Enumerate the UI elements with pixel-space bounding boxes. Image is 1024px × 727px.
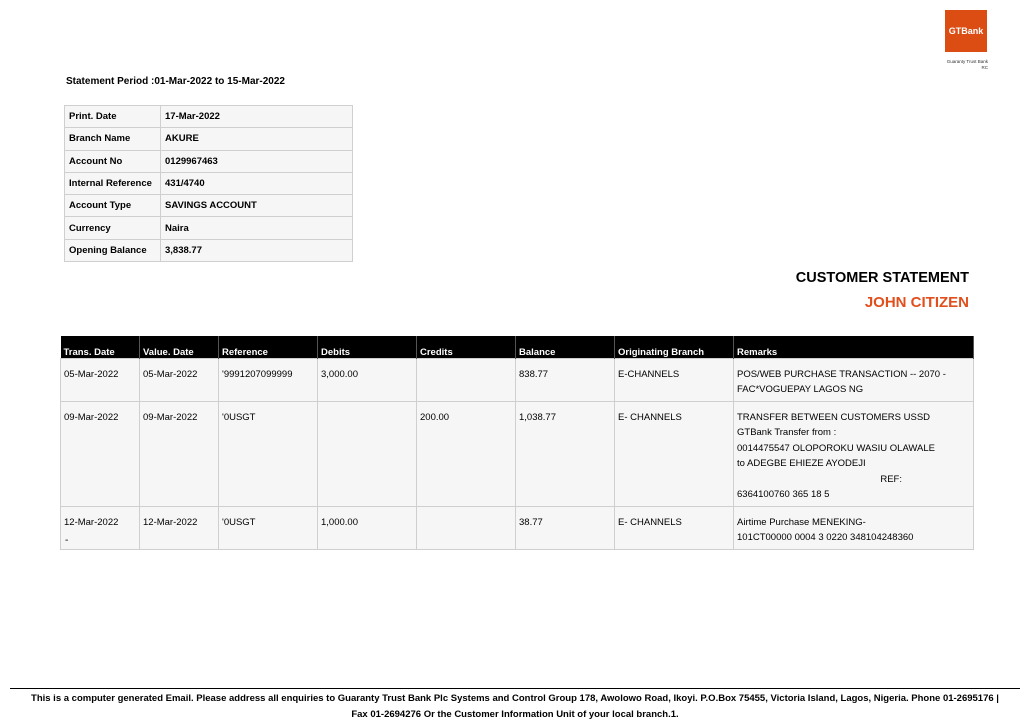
column-header: Credits: [417, 336, 516, 358]
credit-cell: [417, 506, 516, 549]
column-header: Trans. Date: [61, 336, 140, 358]
info-label: Account Type: [65, 195, 161, 217]
transactions-table: [60, 336, 974, 550]
originating-branch-cell: E- CHANNELS: [615, 506, 734, 549]
info-label: Internal Reference: [65, 172, 161, 194]
remarks-line: POS/WEB PURCHASE TRANSACTION -- 2070 -: [737, 368, 946, 380]
remarks-line: 6364100760 365 18 5: [737, 489, 830, 500]
info-row: [65, 172, 353, 194]
originating-branch-cell: E- CHANNELS: [615, 401, 734, 506]
column-header: Remarks: [734, 336, 974, 358]
reference-cell: '0USGT: [219, 506, 318, 549]
column-header: Balance: [516, 336, 615, 358]
info-value: SAVINGS ACCOUNT: [161, 195, 353, 217]
info-value: 3,838.77: [161, 239, 353, 261]
remarks-line: 0014475547 OLOPOROKU WASIU OLAWALE: [737, 442, 936, 454]
end-marker: -: [65, 535, 69, 546]
info-row: [65, 239, 353, 261]
info-label: Currency: [65, 217, 161, 239]
account-info-table: [64, 105, 353, 262]
info-row: [65, 128, 353, 150]
logo-mark: GTBank: [945, 10, 987, 52]
info-row: [65, 217, 353, 239]
debit-cell: 1,000.00: [318, 506, 417, 549]
column-header: Originating Branch: [615, 336, 734, 358]
logo-tagline: Guaranty Trust Bank: [946, 59, 988, 64]
reference-cell: '0USGT: [219, 401, 318, 506]
info-value: AKURE: [161, 128, 353, 150]
credit-cell: [417, 358, 516, 401]
footer: [10, 691, 1020, 723]
remarks-line: 101CT00000 0004 3 0220 348104248360: [737, 532, 914, 543]
remarks-line: Airtime Purchase MENEKING-: [737, 516, 866, 528]
logo-tagline-rc: RC: [981, 65, 988, 70]
footer-line-1: This is a computer generated Email. Please address all enquiries to Guaranty Trust Bank Plc Systems and Control Group 178, Awolowo Road, Ikoyi. P.O.Box 75455, Victoria Island, Lagos, Nigeria. Phone 01-2695176 |: [31, 693, 999, 704]
balance-cell: 38.77: [516, 506, 615, 549]
info-label: Print. Date: [65, 106, 161, 128]
balance-cell: 838.77: [516, 358, 615, 401]
info-label: Opening Balance: [65, 239, 161, 261]
info-row: [65, 150, 353, 172]
info-row: [65, 195, 353, 217]
table-row: [61, 401, 974, 506]
info-label: Account No: [65, 150, 161, 172]
remarks-cell: [734, 506, 974, 549]
document-title: CUSTOMER STATEMENT: [795, 270, 969, 286]
value-date-cell: 09-Mar-2022: [140, 401, 219, 506]
trans-date-cell: 09-Mar-2022: [61, 401, 140, 506]
trans-date-cell: 05-Mar-2022: [61, 358, 140, 401]
originating-branch-cell: E-CHANNELS: [615, 358, 734, 401]
debit-cell: [318, 401, 417, 506]
info-value: 431/4740: [161, 172, 353, 194]
info-label: Branch Name: [65, 128, 161, 150]
credit-cell: 200.00: [417, 401, 516, 506]
remarks-cell: [734, 401, 974, 506]
remarks-line: to ADEGBE EHIEZE AYODEJI: [737, 458, 866, 469]
value-date-cell: 12-Mar-2022: [140, 506, 219, 549]
remarks-line: FAC*VOGUEPAY LAGOS NG: [737, 384, 864, 395]
debit-cell: 3,000.00: [318, 358, 417, 401]
statement-period: Statement Period :01-Mar-2022 to 15-Mar-2022: [66, 76, 285, 87]
column-header: Debits: [318, 336, 417, 358]
info-value: 17-Mar-2022: [161, 106, 353, 128]
trans-date-cell: 12-Mar-2022: [61, 506, 140, 549]
remarks-line: REF:: [880, 473, 902, 485]
customer-name: JOHN CITIZEN: [864, 294, 969, 311]
info-value: 0129967463: [161, 150, 353, 172]
column-header: Reference: [219, 336, 318, 358]
table-row: [61, 358, 974, 401]
value-date-cell: 05-Mar-2022: [140, 358, 219, 401]
remarks-line: GTBank Transfer from :: [737, 427, 837, 438]
remarks-cell: [734, 358, 974, 401]
info-value: Naira: [161, 217, 353, 239]
info-row: [65, 106, 353, 128]
column-header: Value. Date: [140, 336, 219, 358]
footer-line-2: Fax 01-2694276 Or the Customer Information Unit of your local branch.1.: [351, 709, 679, 720]
reference-cell: '9991207099999: [219, 358, 318, 401]
balance-cell: 1,038.77: [516, 401, 615, 506]
remarks-line: TRANSFER BETWEEN CUSTOMERS USSD: [737, 411, 931, 423]
footer-divider: [10, 688, 1020, 689]
table-row: [61, 506, 974, 549]
